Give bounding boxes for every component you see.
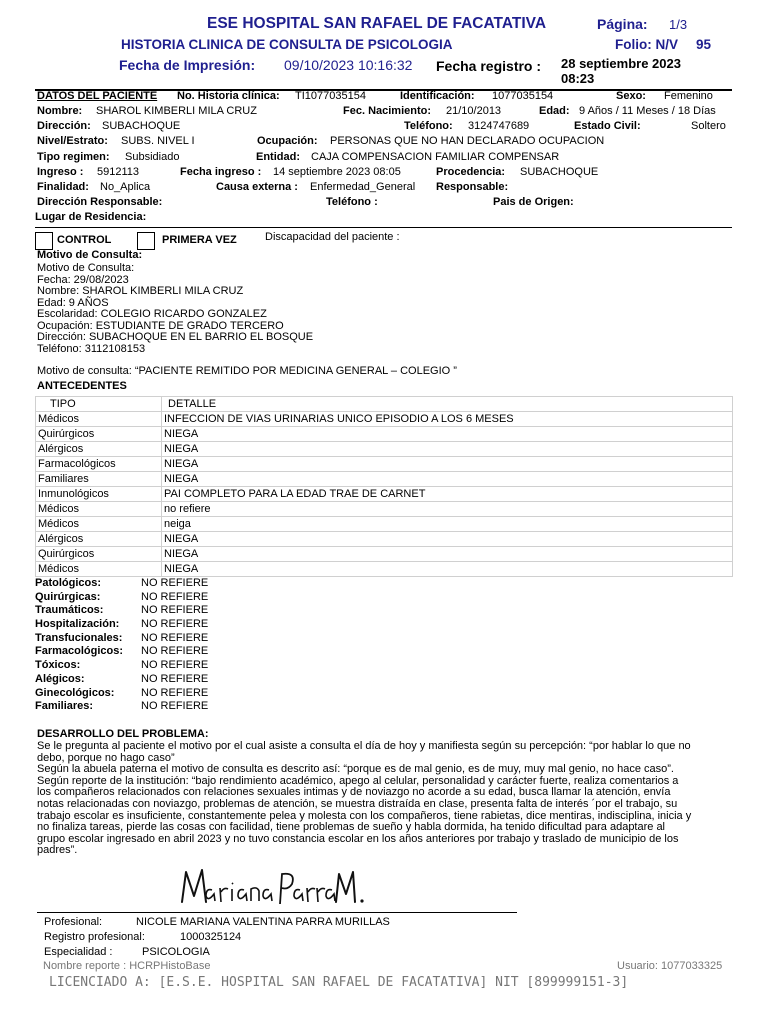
summary-item bbox=[35, 700, 208, 714]
detalle-cell: neiga bbox=[162, 517, 733, 532]
detalle-cell: NIEGA bbox=[162, 427, 733, 442]
summary-value: NO REFIERE bbox=[141, 590, 209, 603]
profesional-value: NICOLE MARIANA VALENTINA PARRA MURILLAS bbox=[136, 916, 390, 928]
summary-item bbox=[35, 659, 208, 673]
tipo-cell: Farmacológicos bbox=[36, 457, 162, 472]
summary-value: NO REFIERE bbox=[141, 645, 209, 658]
detalle-cell: NIEGA bbox=[162, 562, 733, 577]
motivo-line: Edad: 9 AÑOS bbox=[37, 296, 109, 309]
summary-value: NO REFIERE bbox=[141, 659, 209, 672]
telefono2-label: Teléfono : bbox=[326, 196, 378, 208]
summary-label: Transfucionales: bbox=[35, 631, 123, 644]
fecha-registro-label: Fecha registro : bbox=[436, 58, 542, 74]
direccion-value: SUBACHOQUE bbox=[102, 120, 181, 132]
tipo-cell: Médicos bbox=[36, 517, 162, 532]
summary-value: NO REFIERE bbox=[141, 631, 209, 644]
summary-label: Ginecológicos: bbox=[35, 686, 115, 699]
tipo-cell: Médicos bbox=[36, 562, 162, 577]
responsable-label: Responsable: bbox=[436, 181, 509, 193]
summary-label: Familiares: bbox=[35, 700, 94, 713]
summary-label: Alégicos: bbox=[35, 672, 85, 685]
entidad-label: Entidad: bbox=[256, 151, 300, 163]
primera-vez-label: PRIMERA VEZ bbox=[162, 234, 237, 246]
procedencia-value: SUBACHOQUE bbox=[520, 166, 599, 178]
detalle-cell: no refiere bbox=[162, 502, 733, 517]
patient-row-2 bbox=[35, 105, 732, 119]
motivo-consulta-line: Motivo de consulta: “PACIENTE REMITIDO POR MEDICINA GENERAL – COLEGIO ” bbox=[37, 365, 457, 377]
nombre-reporte: Nombre reporte : HCRPHistoBase bbox=[43, 960, 211, 972]
desarrollo-title: DESARROLLO DEL PROBLEMA: bbox=[37, 728, 209, 740]
table-row bbox=[36, 427, 733, 442]
summary-value: NO REFIERE bbox=[141, 700, 209, 713]
antecedentes-summary bbox=[35, 577, 208, 714]
summary-label: Farmacológicos: bbox=[35, 645, 124, 658]
desarrollo-line: los compañeros relacionados con relaciones sexuales intimas y de noviazgo no acorde a su edad, busca llamar la atención, envía bbox=[37, 786, 671, 799]
tipo-cell: Quirúrgicos bbox=[36, 547, 162, 562]
tipo-cell: Quirúrgicos bbox=[36, 427, 162, 442]
edad-label: Edad: bbox=[539, 105, 570, 117]
detalle-cell: NIEGA bbox=[162, 532, 733, 547]
nacimiento-label: Fec. Nacimiento: bbox=[343, 105, 432, 117]
table-row bbox=[36, 442, 733, 457]
table-row bbox=[36, 412, 733, 427]
motivo-title: Motivo de Consulta: bbox=[37, 249, 143, 261]
identificacion-label: Identificación: bbox=[400, 90, 475, 102]
direccion-label: Dirección: bbox=[37, 120, 91, 132]
control-checkbox[interactable] bbox=[35, 232, 53, 250]
table-row bbox=[36, 547, 733, 562]
tipo-cell: Médicos bbox=[36, 412, 162, 427]
summary-value: NO REFIERE bbox=[141, 672, 209, 685]
desarrollo-line: Según reporte de la institución: “bajo rendimiento académico, apego al celular, personalidad y carácter fuerte, realiza comentarios a bbox=[37, 774, 679, 787]
desarrollo-line: padres”. bbox=[37, 844, 78, 857]
fecha-impresion-value: 09/10/2023 10:16:32 bbox=[284, 57, 413, 73]
table-header-row bbox=[36, 397, 733, 412]
usuario: Usuario: 1077033325 bbox=[617, 960, 723, 972]
summary-label: Quirúrgicas: bbox=[35, 590, 101, 603]
detalle-cell: NIEGA bbox=[162, 442, 733, 457]
tipo-cell: Médicos bbox=[36, 502, 162, 517]
hospital-title: ESE HOSPITAL SAN RAFAEL DE FACATATIVA bbox=[207, 15, 547, 32]
table-row bbox=[36, 562, 733, 577]
identificacion-value: 1077035154 bbox=[492, 90, 554, 102]
detalle-cell: NIEGA bbox=[162, 472, 733, 487]
historia-label: No. Historia clínica: bbox=[177, 90, 280, 102]
desarrollo-line: trabajo escolar es insuficiente, constantemente pelea y molesta con los compañeros, tiene rabietas, dice mentiras, indisciplina, inicia y bbox=[37, 809, 692, 822]
edad-value: 9 Años / 11 Meses / 18 Días bbox=[579, 105, 716, 117]
telefono-value: 3124747689 bbox=[468, 120, 530, 132]
patient-row-1 bbox=[35, 90, 732, 104]
discapacidad-label: Discapacidad del paciente : bbox=[265, 231, 400, 243]
telefono-label: Teléfono: bbox=[404, 120, 453, 132]
ocupacion-value: PERSONAS QUE NO HAN DECLARADO OCUPACION bbox=[330, 135, 605, 147]
procedencia-label: Procedencia: bbox=[436, 166, 506, 178]
antecedentes-table bbox=[35, 396, 733, 577]
summary-item bbox=[35, 687, 208, 701]
nacimiento-value: 21/10/2013 bbox=[446, 105, 502, 117]
fecha-registro-time: 08:23 bbox=[561, 71, 595, 86]
motivo-line: Ocupación: ESTUDIANTE DE GRADO TERCERO bbox=[37, 319, 284, 332]
table-row bbox=[36, 502, 733, 517]
summary-item bbox=[35, 645, 208, 659]
licencia: LICENCIADO A: [E.S.E. HOSPITAL SAN RAFAEL DE FACATATIVA] NIT [899999151-3] bbox=[49, 975, 629, 990]
desarrollo-line: Según la abuela paterna el motivo de consulta es descrito así: “porque es de mal genio, es de muy, muy mal genio, no hace caso”. bbox=[37, 763, 674, 776]
pagina-label: Página: bbox=[597, 16, 648, 32]
fecha-registro-value: 28 septiembre 2023 bbox=[561, 56, 681, 71]
sexo-label: Sexo: bbox=[616, 90, 646, 102]
col-detalle-header: DETALLE bbox=[162, 397, 733, 412]
estado-civil-value: Soltero bbox=[691, 120, 726, 132]
patient-row-8 bbox=[35, 196, 732, 210]
tipo-cell: Alérgicos bbox=[36, 532, 162, 547]
summary-item bbox=[35, 591, 208, 605]
tipo-cell: Inmunológicos bbox=[36, 487, 162, 502]
motivo-block bbox=[37, 263, 313, 355]
fecha-ingreso-value: 14 septiembre 2023 08:05 bbox=[273, 166, 401, 178]
motivo-line: Dirección: SUBACHOQUE EN EL BARRIO EL BOSQUE bbox=[37, 331, 314, 343]
patient-row-9 bbox=[35, 211, 732, 225]
finalidad-label: Finalidad: bbox=[37, 181, 89, 193]
tipo-cell: Familiares bbox=[36, 472, 162, 487]
summary-item bbox=[35, 673, 208, 687]
summary-value: NO REFIERE bbox=[141, 686, 209, 699]
patient-row-6 bbox=[35, 166, 732, 180]
table-row bbox=[36, 517, 733, 532]
nivel-value: SUBS. NIVEL I bbox=[121, 135, 195, 147]
summary-label: Hospitalización: bbox=[35, 618, 120, 631]
patient-section-title: DATOS DEL PACIENTE bbox=[37, 90, 158, 102]
antecedentes-title: ANTECEDENTES bbox=[37, 380, 127, 392]
table-row bbox=[36, 487, 733, 502]
detalle-cell: NIEGA bbox=[162, 457, 733, 472]
control-label: CONTROL bbox=[57, 234, 112, 246]
especialidad-label: Especialidad : bbox=[44, 946, 113, 958]
pais-label: Pais de Origen: bbox=[493, 196, 574, 208]
registro-label: Registro profesional: bbox=[44, 931, 145, 943]
folio-value: 95 bbox=[696, 37, 712, 52]
desarrollo-line: no finaliza tareas, pierde las cosas con facilidad, tiene problemas de sueño y habla dormida, ha tenido dificultad para adaptare al bbox=[37, 821, 666, 834]
desarrollo-line: Se le pregunta al paciente el motivo por el cual asiste a consulta el día de hoy y manifiesta según su percepción: “por hablar lo que no bbox=[37, 740, 691, 752]
pagina-value: 1/3 bbox=[669, 17, 688, 32]
historia-value: TI1077035154 bbox=[295, 90, 366, 102]
ingreso-value: 5912113 bbox=[97, 166, 140, 178]
motivo-line: Motivo de Consulta: bbox=[37, 262, 135, 274]
sexo-value: Femenino bbox=[664, 90, 713, 102]
desarrollo-text bbox=[37, 741, 733, 857]
desarrollo-line: debo, porque no hago caso” bbox=[37, 751, 175, 764]
ingreso-label: Ingreso : bbox=[37, 166, 84, 178]
table-row bbox=[36, 532, 733, 547]
summary-value: NO REFIERE bbox=[141, 577, 209, 589]
col-tipo-header: TIPO bbox=[36, 397, 162, 412]
motivo-line: Nombre: SHAROL KIMBERLI MILA CRUZ bbox=[37, 285, 244, 297]
summary-value: NO REFIERE bbox=[141, 604, 209, 617]
regimen-label: Tipo regimen: bbox=[37, 151, 110, 163]
summary-item bbox=[35, 604, 208, 618]
patient-row-4 bbox=[35, 135, 732, 149]
patient-row-7 bbox=[35, 181, 732, 195]
causa-label: Causa externa : bbox=[216, 181, 298, 193]
signature-line bbox=[37, 912, 517, 913]
motivo-line: Fecha: 29/08/2023 bbox=[37, 273, 129, 286]
fecha-impresion-label: Fecha de Impresión: bbox=[119, 57, 256, 73]
desarrollo-line: notas relacionadas con noviazgo, problemas de atención, se muestra distraída en clase, presenta falta de interés ´por el trabajo, su bbox=[37, 797, 678, 810]
tipo-cell: Alérgicos bbox=[36, 442, 162, 457]
causa-value: Enfermedad_General bbox=[310, 181, 416, 193]
folio-label: Folio: N/V bbox=[615, 37, 678, 52]
table-row bbox=[36, 457, 733, 472]
registro-value: 1000325124 bbox=[180, 931, 242, 943]
summary-item bbox=[35, 577, 208, 591]
finalidad-value: No_Aplica bbox=[100, 181, 151, 193]
summary-item bbox=[35, 618, 208, 632]
document-subtitle: HISTORIA CLINICA DE CONSULTA DE PSICOLOGIA bbox=[121, 37, 453, 52]
primera-vez-checkbox[interactable] bbox=[137, 232, 155, 250]
ocupacion-label: Ocupación: bbox=[257, 135, 318, 147]
desarrollo-line: grupo escolar ingresado en abril 2023 y no tuvo constancia escolar en los años anteriores por trabajo y traslado de municipio de los bbox=[37, 832, 679, 845]
motivo-line: Escolaridad: COLEGIO RICARDO GONZALEZ bbox=[37, 308, 267, 320]
nivel-label: Nivel/Estrato: bbox=[37, 135, 108, 147]
detalle-cell: PAI COMPLETO PARA LA EDAD TRAE DE CARNET bbox=[162, 487, 733, 502]
summary-value: NO REFIERE bbox=[141, 618, 209, 631]
residencia-label: Lugar de Residencia: bbox=[35, 211, 147, 223]
patient-row-5 bbox=[35, 151, 732, 165]
entidad-value: CAJA COMPENSACION FAMILIAR COMPENSAR bbox=[311, 151, 560, 163]
fecha-ingreso-label: Fecha ingreso : bbox=[180, 166, 262, 178]
signature-image bbox=[176, 862, 366, 910]
summary-label: Traumáticos: bbox=[35, 604, 104, 617]
patient-divider bbox=[35, 227, 732, 228]
regimen-value: Subsidiado bbox=[125, 151, 180, 163]
summary-label: Patológicos: bbox=[35, 577, 102, 589]
dir-responsable-label: Dirección Responsable: bbox=[37, 196, 163, 208]
summary-item bbox=[35, 632, 208, 646]
table-row bbox=[36, 472, 733, 487]
estado-civil-label: Estado Civil: bbox=[574, 120, 641, 132]
nombre-value: SHAROL KIMBERLI MILA CRUZ bbox=[96, 105, 257, 117]
nombre-label: Nombre: bbox=[37, 105, 83, 117]
patient-row-3 bbox=[35, 120, 732, 134]
summary-label: Tóxicos: bbox=[35, 659, 81, 672]
detalle-cell: INFECCION DE VIAS URINARIAS UNICO EPISODIO A LOS 6 MESES bbox=[162, 412, 733, 427]
detalle-cell: NIEGA bbox=[162, 547, 733, 562]
especialidad-value: PSICOLOGIA bbox=[142, 946, 210, 958]
profesional-label: Profesional: bbox=[44, 916, 103, 928]
motivo-line: Teléfono: 3112108153 bbox=[37, 342, 146, 355]
